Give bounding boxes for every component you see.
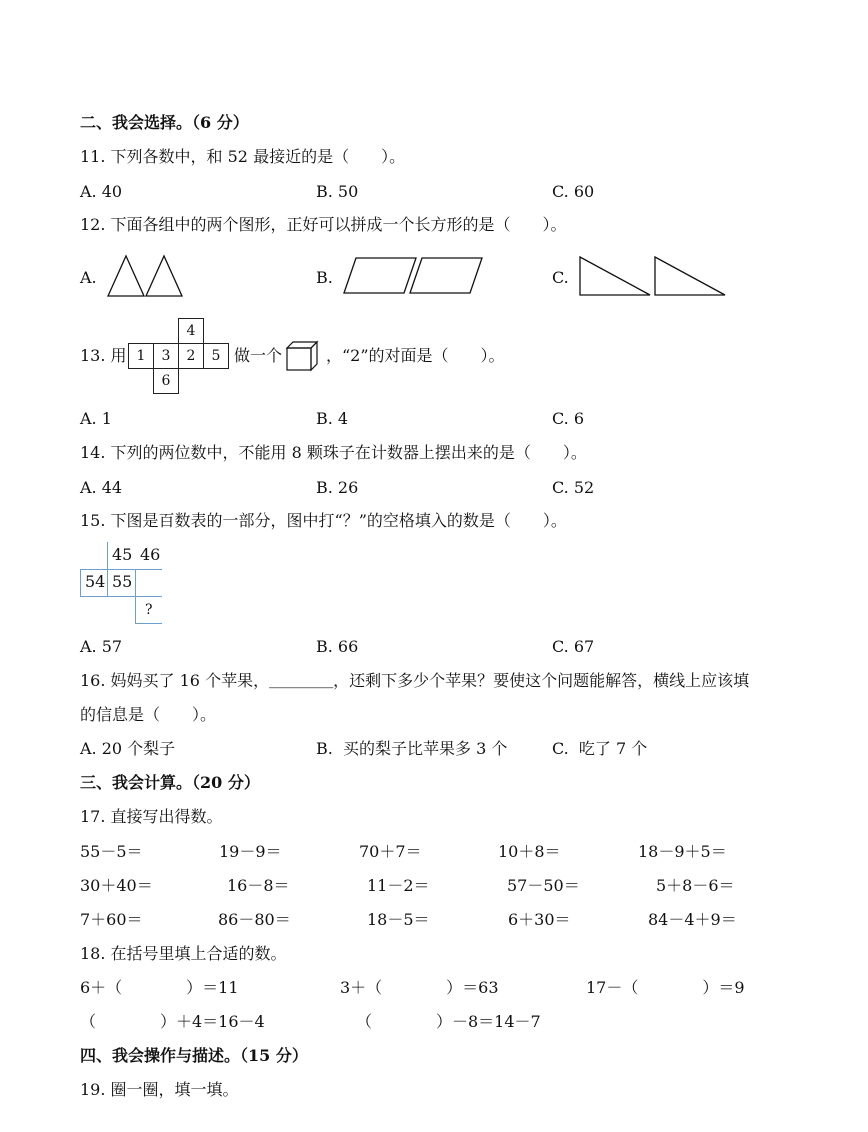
two-right-triangles-figure [578,255,728,297]
net-cell: 5 [203,343,229,369]
calc-item: 7＋60＝ [80,910,143,929]
calc-item: 30＋40＝ [80,876,153,895]
chart-cell: 45 [112,545,133,564]
calc-item: 57－50＝ [507,876,580,895]
net-cell: 4 [178,318,204,344]
fill-blank-item: （ ）＋4＝16－4 [80,1012,265,1031]
calc-item: 16－8＝ [227,876,290,895]
q16-option-b: B. 买的梨子比苹果多 3 个 [316,739,508,758]
q15-stem: 15. 下图是百数表的一部分，图中打“？”的空格填入的数是（ ）。 [80,511,567,530]
q12-option-b: B. [316,268,333,287]
q13-stem-prefix: 13. 用 [80,346,127,365]
q14-option-b: B. 26 [316,478,359,497]
q12-option-a: A. [80,268,97,287]
q16-option-a: A. 20 个梨子 [80,739,176,758]
q11-stem: 11. 下列各数中，和 52 最接近的是（ ）。 [80,147,406,166]
cube-net [128,318,232,396]
q12-stem: 12. 下面各组中的两个图形，正好可以拼成一个长方形的是（ ）。 [80,215,567,234]
calc-item: 55－5＝ [80,842,143,861]
calc-item: 6＋30＝ [508,910,571,929]
q11-option-c: C. 60 [552,182,595,201]
calc-item: 84－4＋9＝ [648,910,737,929]
two-triangles-figure [106,254,186,298]
calc-item: 5＋8－6＝ [656,876,735,895]
net-cell: 1 [128,343,154,369]
net-cell: 6 [153,368,179,394]
q17-stem: 17. 直接写出得数。 [80,807,223,826]
calc-item: 18－5＝ [367,910,430,929]
q14-option-c: C. 52 [552,478,595,497]
q13-stem-middle: 做一个 [234,346,283,365]
fill-blank-item: 6＋（ ）＝11 [80,978,239,997]
calc-item: 86－80＝ [218,910,291,929]
net-cell: 3 [153,343,179,369]
question-mark-cell: ? [145,602,153,618]
hundred-chart-fragment [80,542,164,624]
q18-stem: 18. 在括号里填上合适的数。 [80,944,287,963]
q16-option-c: C. 吃了 7 个 [552,739,648,758]
q14-stem: 14. 下列的两位数中，不能用 8 颗珠子在计数器上摆出来的是（ ）。 [80,443,587,462]
calc-item: 19－9＝ [219,842,282,861]
q13-option-b: B. 4 [316,409,349,428]
section-two-title: 二、我会选择。（6 分） [80,113,249,132]
calc-item: 11－2＝ [367,876,430,895]
q13-option-c: C. 6 [552,409,585,428]
net-cell: 2 [178,343,204,369]
q15-option-a: A. 57 [80,637,123,656]
q16-stem-line1: 16. 妈妈买了 16 个苹果，＿＿＿＿，还剩下多少个苹果？要使这个问题能解答，横线上应该填 [80,671,750,690]
q13-stem-suffix: ，“2”的对面是（ ）。 [326,346,505,365]
chart-cell: 46 [140,545,161,564]
chart-cell: 55 [112,572,133,591]
q16-stem-line2: 的信息是（ ）。 [80,705,217,724]
q13-option-a: A. 1 [80,409,112,428]
calc-item: 18－9＋5＝ [638,842,727,861]
q11-option-b: B. 50 [316,182,359,201]
calc-item: 70＋7＝ [359,842,422,861]
fill-blank-item: 17－（ ）＝9 [586,978,745,997]
q12-option-c: C. [552,268,569,287]
chart-cell: 54 [85,572,106,591]
two-parallelograms-figure [342,256,484,296]
q11-option-a: A. 40 [80,182,123,201]
fill-blank-item: （ ）－8＝14－7 [356,1012,541,1031]
q19-stem: 19. 圈一圈，填一填。 [80,1080,239,1099]
q15-option-b: B. 66 [316,637,359,656]
calc-item: 10＋8＝ [498,842,561,861]
q15-option-c: C. 67 [552,637,595,656]
fill-blank-item: 3＋（ ）＝63 [340,978,499,997]
q14-option-a: A. 44 [80,478,123,497]
section-four-title: 四、我会操作与描述。（15 分） [80,1046,308,1065]
section-three-title: 三、我会计算。（20 分） [80,773,260,792]
cube-figure [286,340,320,372]
